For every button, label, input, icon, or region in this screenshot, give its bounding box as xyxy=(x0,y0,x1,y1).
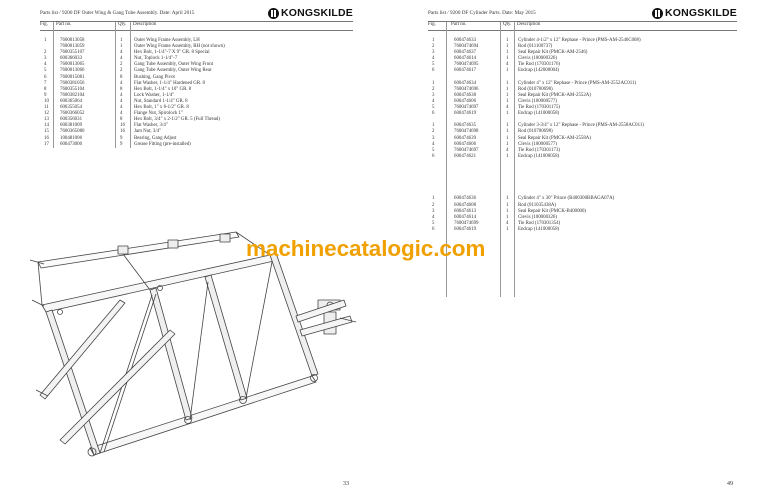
part-number-cell: 600474606 xyxy=(454,141,477,147)
qty-cell: 4 xyxy=(120,92,123,98)
fig-cell: 10 xyxy=(44,98,49,104)
qty-cell: 1 xyxy=(506,208,509,214)
fig-cell: 5 xyxy=(432,105,435,111)
description-cell: Tie Rod (170301354) xyxy=(518,220,561,226)
part-number-cell: 7600015081 xyxy=(60,74,85,80)
part-number-cell: 7600381056 xyxy=(60,80,85,86)
description-cell: Cylinder 4" x 12" Rephase - Prince (PMS-AM-2552AC011) xyxy=(518,80,637,86)
part-number-cell: 600474614 xyxy=(454,214,477,220)
description-cell: Hex Bolt, 1-1/4"-7 X 9" GR. 8 Special xyxy=(134,50,210,56)
qty-cell: 1 xyxy=(506,129,509,135)
fig-cell: 5 xyxy=(432,147,435,153)
kongskilde-logo-icon xyxy=(652,8,663,19)
right-parts-table xyxy=(428,38,737,233)
fig-cell: 3 xyxy=(432,92,435,98)
fig-cell: 16 xyxy=(44,135,49,141)
qty-cell: 1 xyxy=(506,80,509,86)
watermark-text: machinecatalogic.com xyxy=(246,236,486,261)
description-cell: Cylinder 4-1/2" x 12" Rephase - Prince (PMS-AM-2546C008) xyxy=(518,38,641,43)
description-cell: Nut, Standard 1-1/4" GR. 8 xyxy=(134,98,188,104)
fig-cell: 5 xyxy=(432,220,435,226)
qty-cell: 1 xyxy=(506,123,509,129)
qty-cell: 4 xyxy=(506,147,509,153)
description-cell: Cylinder 3-3/4" x 12" Rephase - Prince (PMS-AM-2558AC011) xyxy=(518,123,644,129)
qty-cell: 4 xyxy=(120,50,123,56)
fig-cell: 2 xyxy=(44,50,47,56)
description-cell: Cylinder 4" x 30" Prince (B400300BBAGA07A) xyxy=(518,196,615,202)
qty-cell: 1 xyxy=(506,202,509,208)
qty-cell: 1 xyxy=(506,214,509,220)
qty-cell: 1 xyxy=(506,111,509,117)
part-number-cell: 7600474695 xyxy=(454,62,479,68)
description-cell: Seal Repair Kit (PMCK-AM-2546) xyxy=(518,50,588,56)
description-cell: Endcap (142000004) xyxy=(518,68,560,74)
col-desc-header: Description xyxy=(133,22,157,27)
left-logo-text: KONGSKILDE xyxy=(281,7,354,19)
description-cell: Hex Bolt, 1-1/4" x 10" GR. 8 xyxy=(134,86,192,92)
part-number-cell: 600356031 xyxy=(60,117,83,123)
table-row xyxy=(428,227,737,233)
fig-cell: 3 xyxy=(432,135,435,141)
part-number-cell: 600474638 xyxy=(454,92,477,98)
part-number-cell: 600474636 xyxy=(454,196,477,202)
part-number-cell: 7600474698 xyxy=(454,129,479,135)
description-cell: Grease Fitting (pre-installed) xyxy=(134,141,191,147)
qty-cell: 8 xyxy=(120,74,123,80)
fig-cell: 17 xyxy=(44,141,49,147)
part-number-cell: 7600355107 xyxy=(60,50,85,56)
fig-cell: 4 xyxy=(432,141,435,147)
fig-cell: 9 xyxy=(44,92,47,98)
right-logo xyxy=(652,7,737,19)
description-cell: Flat Washer, 1-1/4" Hardened GR. 8 xyxy=(134,80,205,86)
description-cell: Endcap (141000058) xyxy=(518,111,560,117)
qty-cell: 4 xyxy=(120,105,123,111)
part-number-cell: 600365064 xyxy=(60,98,83,104)
description-cell: Clevis (100000577) xyxy=(518,98,557,104)
description-cell: Lock Washer, 1-1/4" xyxy=(134,92,175,98)
part-number-cell: 600474614 xyxy=(454,56,477,62)
qty-cell: 8 xyxy=(120,117,123,123)
qty-cell: 4 xyxy=(506,220,509,226)
col-fig-header: Fig. xyxy=(40,22,48,27)
part-number-cell: 600474608 xyxy=(454,202,477,208)
qty-cell: 1 xyxy=(506,56,509,62)
fig-cell: 5 xyxy=(44,68,47,74)
header-rule xyxy=(428,21,737,22)
description-cell: Endcap (141000058) xyxy=(518,153,560,159)
description-cell: Gang Tube Assembly, Outer Wing Front xyxy=(134,62,214,68)
left-page-header: Parts list / 9200 DF Outer Wing & Gang Tube Assembly. Date: April 2015 xyxy=(40,10,195,16)
fig-cell: 11 xyxy=(44,105,49,111)
fig-cell: 14 xyxy=(44,123,49,129)
qty-cell: 1 xyxy=(120,38,123,43)
fig-cell: 1 xyxy=(432,38,435,43)
description-cell: Gang Tube Assembly, Outer Wing Rear xyxy=(134,68,212,74)
part-number-cell: 7600365080 xyxy=(60,129,85,135)
description-cell: Clevis (100000577) xyxy=(518,141,557,147)
qty-cell: 1 xyxy=(506,135,509,141)
part-number-cell: 7600474699 xyxy=(454,220,479,226)
fig-cell: 2 xyxy=(432,44,435,50)
description-cell: Rod (010700698) xyxy=(518,129,553,135)
qty-cell: 9 xyxy=(120,141,123,147)
col-fig-header: Fig. xyxy=(428,22,436,27)
qty-cell: 1 xyxy=(506,92,509,98)
part-number-cell: 7600013066 xyxy=(60,68,85,74)
part-number-cell: 600366033 xyxy=(60,56,83,62)
qty-cell: 9 xyxy=(120,135,123,141)
fig-cell: 4 xyxy=(432,98,435,104)
fig-cell: 2 xyxy=(432,86,435,92)
fig-cell: 3 xyxy=(432,208,435,214)
qty-cell: 1 xyxy=(506,86,509,92)
right-page-header: Parts list / 9200 DF Cylinder Parts. Date: May 2015 xyxy=(428,10,536,16)
description-cell: Flange Nut, Spirolock 1" xyxy=(134,111,183,117)
qty-cell: 4 xyxy=(506,62,509,68)
fig-cell: 2 xyxy=(432,202,435,208)
description-cell: Bushing, Gang Pivot xyxy=(134,74,175,80)
col-part-header: Part no. xyxy=(451,22,467,27)
description-cell: Tie Rod (170301176) xyxy=(518,62,561,68)
col-qty-header: Qty. xyxy=(503,22,512,27)
part-number-cell: 7600474696 xyxy=(454,86,479,92)
qty-cell: 1 xyxy=(506,44,509,50)
part-number-cell: 600474639 xyxy=(454,135,477,141)
description-cell: Outer Wing Frame Assembly, RH (not shown) xyxy=(134,44,225,50)
description-cell: Seal Repair Kit (PMCK-AM-2552A) xyxy=(518,92,591,98)
colhdr-rule xyxy=(428,30,737,31)
fig-cell: 13 xyxy=(44,117,49,123)
left-page-number: 33 xyxy=(343,481,349,487)
qty-cell: 4 xyxy=(120,56,123,62)
part-number-cell: 7600474697 xyxy=(454,147,479,153)
part-number-cell: 600474613 xyxy=(454,208,477,214)
col-qty-header: Qty. xyxy=(118,22,127,27)
col-desc-header: Description xyxy=(517,22,541,27)
qty-cell: 4 xyxy=(120,111,123,117)
description-cell: Rod (011035438A) xyxy=(518,202,556,208)
description-cell: Nut, Toplock 1-1/4"-7 xyxy=(134,56,178,62)
fig-cell: 1 xyxy=(432,80,435,86)
qty-cell: 4 xyxy=(120,98,123,104)
part-number-cell: 600474617 xyxy=(454,68,477,74)
fig-cell: 1 xyxy=(432,196,435,202)
qty-cell: 1 xyxy=(506,153,509,159)
qty-cell: 1 xyxy=(506,196,509,202)
qty-cell: 1 xyxy=(506,50,509,56)
fig-cell: 6 xyxy=(44,74,47,80)
description-cell: Clevis (100000326) xyxy=(518,56,557,62)
part-number-cell: 7600013059 xyxy=(60,44,85,50)
part-number-cell: 600474619 xyxy=(454,111,477,117)
qty-cell: 1 xyxy=(506,141,509,147)
part-number-cell: 600474619 xyxy=(454,226,477,232)
description-cell: Outer Wing Frame Assembly, LH xyxy=(134,38,200,43)
qty-cell: 1 xyxy=(506,68,509,74)
fig-cell: 5 xyxy=(432,62,435,68)
part-number-cell: 600474606 xyxy=(454,98,477,104)
description-cell: Jam Nut, 3/4" xyxy=(134,129,162,135)
fig-cell: 8 xyxy=(44,86,47,92)
fig-cell: 15 xyxy=(44,129,49,135)
qty-cell: 4 xyxy=(120,80,123,86)
part-number-cell: 600474634 xyxy=(454,80,477,86)
fig-cell: 1 xyxy=(432,123,435,129)
qty-cell: 2 xyxy=(120,62,123,68)
description-cell: Hex Bolt, 3/4" x 2-1/2" GR. 5 (Full Thread) xyxy=(134,117,220,123)
fig-cell: 4 xyxy=(44,62,47,68)
qty-cell: 16 xyxy=(120,123,125,129)
part-number-cell: 7600355104 xyxy=(60,86,85,92)
part-number-cell: 600474621 xyxy=(454,153,477,159)
qty-cell: 1 xyxy=(506,38,509,43)
description-cell: Endcap (141000058) xyxy=(518,226,560,232)
part-number-cell: 7600013058 xyxy=(60,38,85,43)
part-number-cell: 7600013065 xyxy=(60,62,85,68)
fig-cell: 4 xyxy=(432,214,435,220)
fig-cell: 7 xyxy=(44,80,47,86)
fig-cell: 3 xyxy=(432,50,435,56)
right-page-number: 49 xyxy=(727,481,733,487)
col-part-header: Part no. xyxy=(56,22,72,27)
part-number-cell: 100481006 xyxy=(60,135,83,141)
qty-cell: 1 xyxy=(120,44,123,50)
part-number-cell: 600355054 xyxy=(60,105,83,111)
description-cell: Seal Repair Kit (PMCK-AM-2558A) xyxy=(518,135,591,141)
description-cell: Tie Rod (170301175) xyxy=(518,105,561,111)
qty-cell: 8 xyxy=(120,86,123,92)
part-number-cell: 600473000 xyxy=(60,141,83,147)
description-cell: Seal Repair Kit (PMCK-B400000) xyxy=(518,208,587,214)
description-cell: Clevis (100000326) xyxy=(518,214,557,220)
part-number-cell: 600474637 xyxy=(454,50,477,56)
description-cell: Rod (010700698) xyxy=(518,86,553,92)
fig-cell: 12 xyxy=(44,111,49,117)
part-number-cell: 600381009 xyxy=(60,123,83,129)
part-number-cell: 7600474697 xyxy=(454,105,479,111)
fig-cell: 1 xyxy=(44,38,47,43)
description-cell: Rod (011100737) xyxy=(518,44,553,50)
fig-cell: 2 xyxy=(432,129,435,135)
description-cell: Tie Rod (170301173) xyxy=(518,147,561,153)
description-cell: Flat Washer, 3/4" xyxy=(134,123,168,129)
fig-cell: 6 xyxy=(432,68,435,74)
qty-cell: 4 xyxy=(506,105,509,111)
right-logo-text: KONGSKILDE xyxy=(665,7,738,19)
part-number-cell: 7600366052 xyxy=(60,111,85,117)
qty-cell: 1 xyxy=(506,98,509,104)
description-cell: Hex Bolt, 1" x 6-1/2" GR. 8 xyxy=(134,105,189,111)
fig-cell: 4 xyxy=(432,56,435,62)
fig-cell: 6 xyxy=(432,111,435,117)
part-number-cell: 600474633 xyxy=(454,38,477,43)
qty-cell: 1 xyxy=(506,226,509,232)
description-cell: Bearing, Gang Adjust xyxy=(134,135,177,141)
qty-cell: 16 xyxy=(120,129,125,135)
part-number-cell: 7600474694 xyxy=(454,44,479,50)
part-number-cell: 600474635 xyxy=(454,123,477,129)
fig-cell: 6 xyxy=(432,153,435,159)
part-number-cell: 7600382104 xyxy=(60,92,85,98)
qty-cell: 2 xyxy=(120,68,123,74)
fig-cell: 6 xyxy=(432,226,435,232)
fig-cell: 3 xyxy=(44,56,47,62)
